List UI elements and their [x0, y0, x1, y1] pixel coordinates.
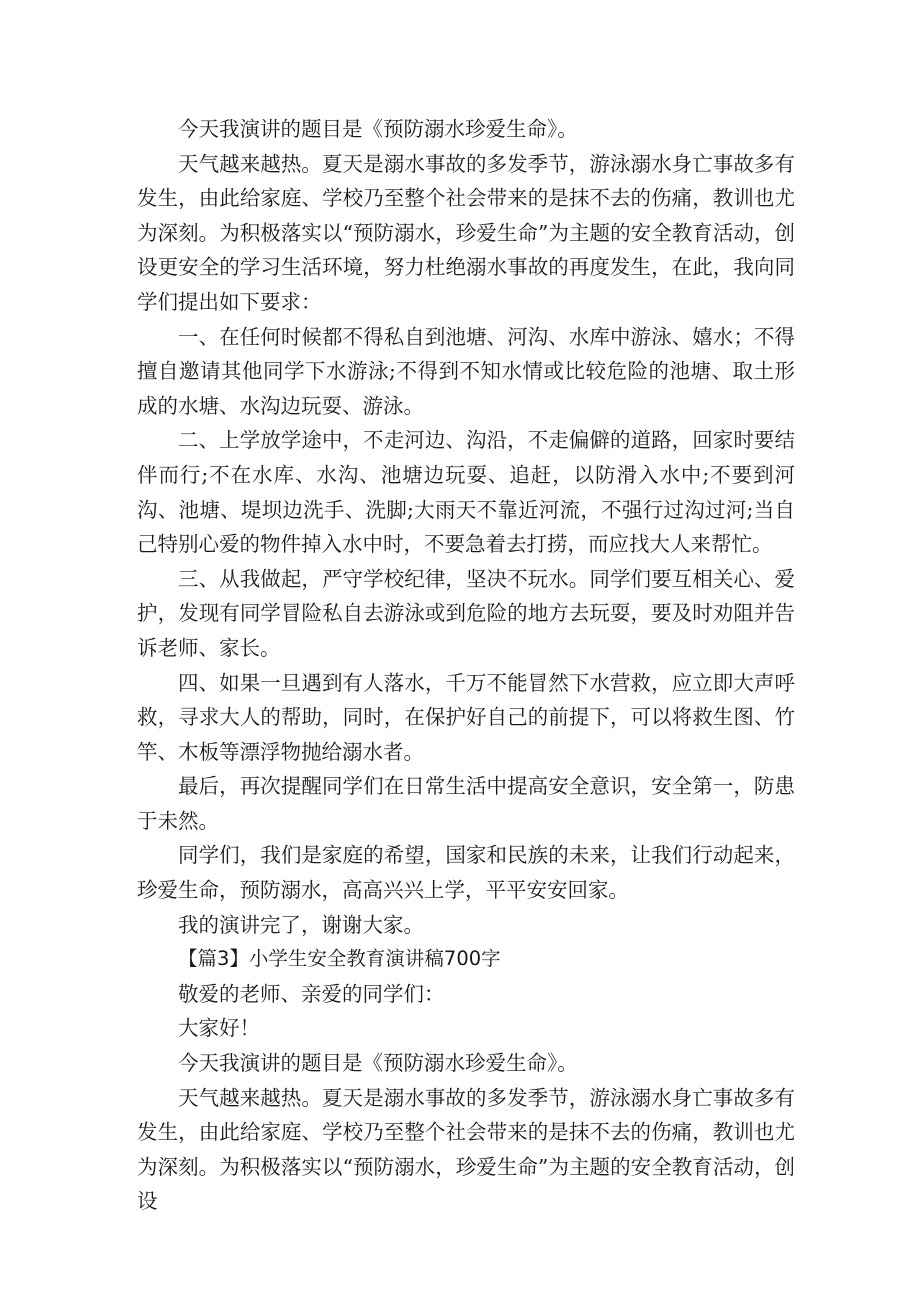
- paragraph: 三、从我做起，严守学校纪律，坚决不玩水。同学们要互相关心、爱护，发现有同学冒险私自去游泳或到危险的地方去玩耍，要及时劝阻并告诉老师、家长。: [137, 566, 795, 660]
- paragraph: 同学们，我们是家庭的希望，国家和民族的未来，让我们行动起来，珍爱生命，预防溺水，高高兴兴上学，平平安安回家。: [137, 843, 795, 903]
- paragraph: 大家好！: [178, 1016, 260, 1041]
- paragraph: 一、在任何时候都不得私自到池塘、河沟、水库中游泳、嬉水；不得擅自邀请其他同学下水游泳;不得到不知水情或比较危险的池塘、取土形成的水塘、水沟边玩耍、游泳。: [137, 324, 795, 418]
- document-body: [137, 112, 795, 1219]
- section-heading: 【篇3】小学生安全教育演讲稿700字: [178, 947, 501, 971]
- paragraph: 天气越来越热。夏天是溺水事故的多发季节，游泳溺水身亡事故多有发生，由此给家庭、学校乃至整个社会带来的是抹不去的伤痛，教训也尤为深刻。为积极落实以“预防溺水，珍爱生命”为主题的安全教育活动，创设: [137, 1085, 795, 1214]
- paragraph: 我的演讲完了，谢谢大家。: [178, 912, 424, 937]
- paragraph: 今天我演讲的题目是《预防溺水珍爱生命》。: [178, 117, 578, 141]
- paragraph: 最后，再次提醒同学们在日常生活中提高安全意识，安全第一，防患于未然。: [137, 774, 795, 833]
- paragraph: 二、上学放学途中，不走河边、沟沿，不走偏僻的道路，回家时要结伴而行;不在水库、水沟、池塘边玩耍、追赶，以防滑入水中;不要到河沟、池塘、堤坝边洗手、洗脚;大雨天不靠近河流，不强行过沟过河;当自己特别心爱的物件掉入水中时，不要急着去打捞，而应找大人来帮忙。: [137, 428, 795, 557]
- paragraph: 敬爱的老师、亲爱的同学们：: [178, 981, 445, 1006]
- paragraph: 今天我演讲的题目是《预防溺水珍爱生命》。: [178, 1051, 578, 1076]
- paragraph: 天气越来越热。夏天是溺水事故的多发季节，游泳溺水身亡事故多有发生，由此给家庭、学校乃至整个社会带来的是抹不去的伤痛，教训也尤为深刻。为积极落实以“预防溺水，珍爱生命”为主题的安全教育活动，创设更安全的学习生活环境，努力杜绝溺水事故的再度发生，在此，我向同学们提出如下要求：: [137, 151, 795, 314]
- paragraph: 四、如果一旦遇到有人落水，千万不能冒然下水营救，应立即大声呼救，寻求大人的帮助，同时，在保护好自己的前提下，可以将救生图、竹竿、木板等漂浮物抛给溺水者。: [137, 670, 795, 764]
